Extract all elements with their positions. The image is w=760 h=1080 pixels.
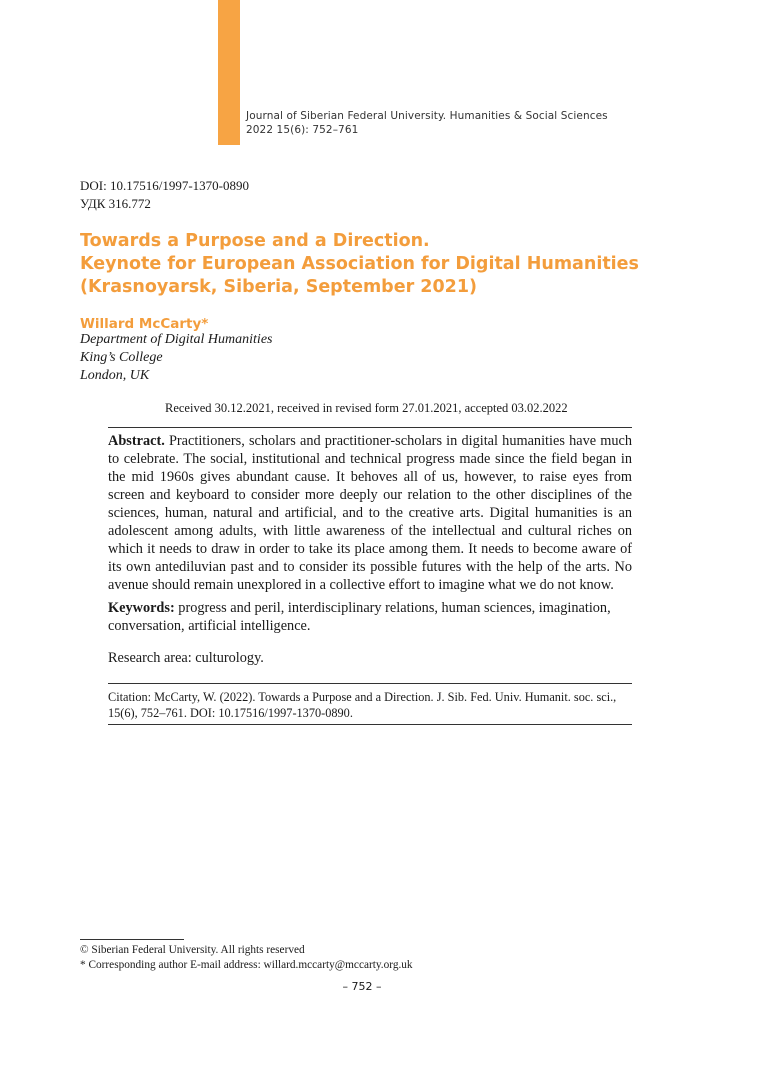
journal-accent-bar [218,0,240,145]
affiliation-department: Department of Digital Humanities [80,332,273,347]
journal-volume: 2022 15(6): 752–761 [246,124,359,136]
author-affiliation [80,331,273,385]
abstract-text: Practitioners, scholars and practitioner-scholars in digital humanities have much to celebrate. The social, institutional and technical progress made since the field began in the mid 1960s gives abundant cause. It behoves all of us, however, to raise eyes from screen and keyboard to consider more deeply our relation to the other disciplines of the sciences, human, natural and artificial, and to the creative arts. Digital humanities is an adolescent among adults, with little awareness of the intellectual and cultural riches on which it needs to draw in order to take its place among them. It needs to become aware of its own antediluvian past and to consider its possible futures with the help of the arts. No avenue should remain unexplored in a collective effort to imagine what we do not know. [108,433,632,593]
abstract-label: Abstract. [108,433,165,449]
keywords [108,599,632,635]
abstract [108,432,632,594]
footnote-divider [80,939,184,940]
title-line: Towards a Purpose and a Direction. [80,231,430,251]
identifiers [80,177,249,213]
journal-name: Journal of Siberian Federal University. Humanities & Social Sciences [246,110,608,122]
keywords-text: progress and peril, interdisciplinary relations, human sciences, imagination, conversation, artificial intelligence. [108,600,611,634]
journal-header [246,109,608,137]
received-dates: Received 30.12.2021, received in revised form 27.01.2021, accepted 03.02.2022 [165,401,568,415]
udk: УДК 316.772 [80,196,151,211]
title-line: Keynote for European Association for Digital Humanities [80,254,639,274]
affiliation-location: London, UK [80,368,150,383]
affiliation-institution: King’s College [80,350,163,365]
page-number: – 752 – [342,980,382,993]
copyright-note: © Siberian Federal University. All rights reserved [80,944,305,956]
research-area: Research area: culturology. [108,650,264,666]
keywords-label: Keywords: [108,600,175,616]
author-name: Willard McCarty* [80,316,209,332]
footnotes [80,943,413,973]
divider [108,427,632,428]
citation: Citation: McCarty, W. (2022). Towards a Purpose and a Direction. J. Sib. Fed. Univ. Humanit. soc. sci., 15(6), 752–761. DOI: 10.17516/1997-1370-0890. [108,690,617,720]
corresponding-author-note: * Corresponding author E-mail address: willard.mccarty@mccarty.org.uk [80,959,413,971]
divider [108,683,632,684]
title-line: (Krasnoyarsk, Siberia, September 2021) [80,277,478,297]
divider [108,724,632,725]
article-title [80,230,700,299]
doi: DOI: 10.17516/1997-1370-0890 [80,178,249,193]
